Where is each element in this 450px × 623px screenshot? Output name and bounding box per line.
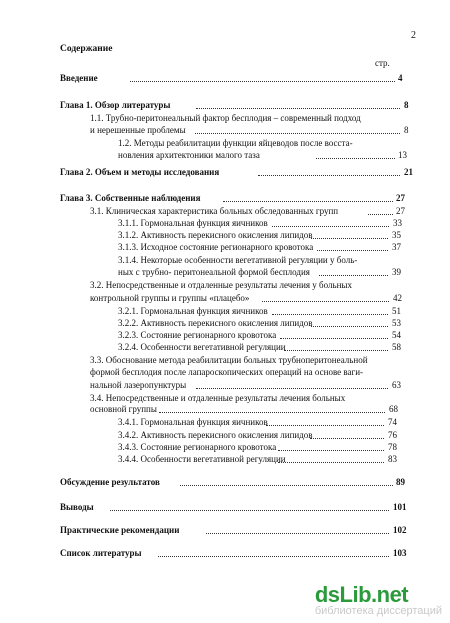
toc-leader-dots: [223, 201, 393, 202]
toc-entry-page: 35: [392, 230, 401, 240]
toc-entry-page: 21: [404, 167, 413, 177]
toc-entry-title: 3.2.4. Особенности вегетативной регуляции: [118, 342, 286, 352]
toc-entry-page: 27: [396, 193, 405, 203]
toc-leader-dots: [262, 301, 389, 302]
toc-leader-dots: [180, 485, 393, 486]
toc-leader-dots: [195, 133, 400, 134]
toc-leader-dots: [317, 250, 388, 251]
toc-entry-title: Введение: [60, 73, 98, 83]
toc-leader-dots: [278, 462, 384, 463]
toc-leader-dots: [316, 158, 395, 159]
toc-leader-dots: [368, 214, 393, 215]
toc-entry-title: ных с трубно- перитонеальной формой бесплодия: [118, 267, 310, 277]
toc-entry-title: и нерешенные проблемы: [90, 125, 186, 135]
toc-entry-title: Обсуждение результатов: [60, 477, 160, 487]
toc-entry-title: Практические рекомендации: [60, 525, 180, 535]
toc-entry-title: контрольной группы и группы «плацебо»: [90, 293, 250, 303]
toc-entry-page: 8: [404, 125, 409, 135]
toc-entry-title: 3.1. Клиническая характеристика больных обследованных групп: [90, 206, 339, 216]
toc-entry-page: 58: [392, 342, 401, 352]
toc-entry-title: Выводы: [60, 502, 94, 512]
toc-entry-title: новления архитектоники малого таза: [118, 150, 260, 160]
toc-entry-page: 54: [392, 330, 401, 340]
toc-leader-dots: [258, 175, 400, 176]
toc-entry-title: Глава 1. Обзор литературы: [60, 100, 171, 110]
toc-entry-page: 13: [398, 150, 407, 160]
page-number: 2: [411, 30, 416, 41]
toc-entry-page: 42: [393, 293, 402, 303]
watermark-subtitle: библиотека диссертаций: [314, 605, 442, 617]
watermark-logo: dsLib.net: [314, 582, 409, 607]
toc-entry-page: 39: [392, 267, 401, 277]
toc-entry-title: 3.4.3. Состояние регионарного кровотока: [118, 442, 277, 452]
toc-entry-page: 37: [392, 242, 401, 252]
toc-entry-page: 53: [392, 318, 401, 328]
toc-entry-title: 1.2. Методы реабилитации функции яйцеводов после восста-: [118, 138, 353, 148]
toc-entry-title: 3.2.3. Состояние регионарного кровотока: [118, 330, 277, 340]
toc-entry-title: Глава 3. Собственные наблюдения: [60, 193, 201, 203]
watermark: [315, 582, 442, 617]
toc-leader-dots: [311, 238, 388, 239]
toc-leader-dots: [206, 533, 389, 534]
toc-leader-dots: [196, 108, 400, 109]
toc-entry-title: 3.1.2. Активность перекисного окисления липидов: [118, 230, 313, 240]
toc-entry-title: основной группы: [90, 404, 157, 414]
toc-entry-title: 3.4.1. Гормональная функция яичников: [118, 417, 268, 427]
toc-heading: Содержание: [60, 44, 113, 54]
toc-entry-page: 63: [392, 380, 401, 390]
page-column-label: стр.: [375, 58, 390, 68]
toc-entry-page: 78: [388, 442, 397, 452]
toc-entry-title: нальной лазеропунктуры: [90, 380, 187, 390]
toc-entry-title: формой бесплодия после лапароскопических операций на основе ваги-: [90, 367, 364, 377]
toc-entry-page: 89: [396, 477, 405, 487]
toc-leader-dots: [159, 412, 385, 413]
toc-entry-page: 103: [393, 548, 407, 558]
toc-leader-dots: [310, 438, 384, 439]
toc-leader-dots: [280, 338, 388, 339]
toc-entry-page: 76: [388, 430, 397, 440]
toc-entry-page: 83: [388, 454, 397, 464]
toc-entry-page: 68: [389, 404, 398, 414]
toc-entry-page: 101: [393, 502, 407, 512]
toc-leader-dots: [319, 275, 388, 276]
toc-entry-title: 3.1.3. Исходное состояние регионарного кровотока: [118, 242, 314, 252]
toc-entry-page: 51: [392, 306, 401, 316]
toc-entry-title: 3.4.2. Активность перекисного окисления липидов: [118, 430, 313, 440]
toc-leader-dots: [272, 226, 389, 227]
toc-entry-title: 1.1. Трубно-перитонеальный фактор бесплодия – современный подход: [90, 113, 361, 123]
toc-leader-dots: [130, 81, 395, 82]
toc-entry-title: 3.2. Непосредственные и отдаленные результаты лечения у больных: [90, 280, 352, 290]
toc-entry-title: 3.2.2. Активность перекисного окисления липидов: [118, 318, 313, 328]
toc-entry-title: Глава 2. Объем и методы исследования: [60, 167, 220, 177]
toc-leader-dots: [272, 314, 388, 315]
toc-entry-title: 3.2.1. Гормональная функция яичников: [118, 306, 268, 316]
toc-entry-title: 3.1.1. Гормональная функция яичников: [118, 218, 268, 228]
toc-leader-dots: [158, 556, 389, 557]
toc-entry-page: 74: [388, 417, 397, 427]
toc-entry-page: 8: [404, 100, 409, 110]
toc-entry-page: 4: [398, 73, 403, 83]
toc-entry-page: 27: [396, 206, 405, 216]
toc-entry-title: 3.4. Непосредственные и отдаленные результаты лечения больных: [90, 393, 346, 403]
toc-leader-dots: [266, 425, 384, 426]
toc-entry-title: 3.4.4. Особенности вегетативной регуляции: [118, 454, 286, 464]
toc-entry-title: Список литературы: [60, 548, 142, 558]
toc-leader-dots: [311, 326, 388, 327]
toc-leader-dots: [278, 450, 384, 451]
toc-entry-title: 3.1.4. Некоторые особенности вегетативной регуляции у боль-: [118, 255, 358, 265]
toc-entry-page: 102: [393, 525, 407, 535]
toc-entry-title: 3.3. Обоснование метода реабилитации больных трубноперитонеальной: [90, 355, 368, 365]
toc-leader-dots: [284, 350, 388, 351]
toc-leader-dots: [110, 510, 389, 511]
toc-leader-dots: [196, 388, 388, 389]
toc-entry-page: 33: [393, 218, 402, 228]
